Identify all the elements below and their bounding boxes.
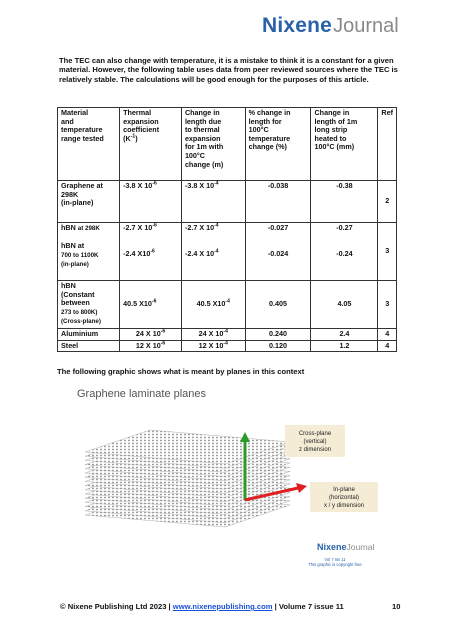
cell-ref: 3 bbox=[378, 281, 397, 329]
table-row bbox=[58, 329, 397, 341]
cell-dl: 40.5 $X10^{-4}$ bbox=[181, 281, 245, 329]
tec-table bbox=[57, 107, 397, 352]
header-material: Material and temperature range tested bbox=[58, 108, 120, 181]
cell-pct: 0.120 bbox=[245, 340, 311, 352]
cell-mm: 2.4 bbox=[311, 329, 378, 341]
cell-pct: -0.027 -0.024 bbox=[245, 223, 311, 281]
cell-material: hBN at 298K hBN at 700 to 1100K (in-plane) bbox=[58, 223, 120, 281]
cell-material: Aluminium bbox=[58, 329, 120, 341]
mini-sub-copyright: This graphic is copyright free bbox=[308, 562, 362, 567]
cell-tec: 24 X $10^{-6}$ bbox=[120, 329, 182, 341]
mini-logo-brand: Nixene bbox=[317, 542, 347, 552]
cell-ref: 4 bbox=[378, 340, 397, 352]
table-row bbox=[58, 223, 397, 281]
cell-material: Steel bbox=[58, 340, 120, 352]
cell-mm: -0.38 bbox=[311, 181, 378, 223]
header-percent-change: % change in length for 100°C temperature change (%) bbox=[245, 108, 311, 181]
cell-pct: -0.038 bbox=[245, 181, 311, 223]
table-header-row bbox=[58, 108, 397, 181]
page-number: 10 bbox=[392, 602, 401, 611]
in-plane-label-1: In-plane bbox=[333, 487, 355, 493]
mini-logo-journal: Journal bbox=[346, 542, 375, 552]
table-row bbox=[58, 281, 397, 329]
graphic-title: Graphene laminate planes bbox=[77, 388, 207, 400]
mini-sub-volume: Vol 7 Iss 11 bbox=[324, 557, 346, 562]
journal-logo bbox=[262, 14, 399, 38]
graphic-caption: The following graphic shows what is meant by planes in this context bbox=[57, 367, 305, 376]
footer-copyright: © Nixene Publishing Ltd 2023 | bbox=[60, 602, 173, 611]
in-plane-label-2: (horizontal) bbox=[328, 495, 360, 501]
cell-pct: 0.240 bbox=[245, 329, 311, 341]
mini-logo-subtitle bbox=[305, 557, 365, 567]
mini-journal-logo bbox=[317, 537, 374, 555]
cell-ref: 3 bbox=[378, 223, 397, 281]
table-row bbox=[58, 340, 397, 352]
cell-dl: -3.8 X $10^{-4}$ bbox=[181, 181, 245, 223]
cell-dl: -2.7 X $10^{-4}$ -2.4 X $10^{-4}$ bbox=[181, 223, 245, 281]
header-ref: Ref bbox=[378, 108, 397, 181]
in-plane-arrowhead bbox=[296, 483, 307, 493]
cell-mm: -0.27 -0.24 bbox=[311, 223, 378, 281]
header-change-length: Change in length due to thermal expansion for 1m with 100°C change (m) bbox=[181, 108, 245, 181]
cell-tec: 12 X $10^{-6}$ bbox=[120, 340, 182, 352]
cell-tec: 40.5 $X10^{-6}$ bbox=[120, 281, 182, 329]
page-footer bbox=[60, 602, 344, 611]
cell-pct: 0.405 bbox=[245, 281, 311, 329]
logo-journal: Journal bbox=[333, 15, 399, 37]
cross-plane-arrowhead bbox=[240, 432, 250, 442]
in-plane-label-3: x / y dimension bbox=[323, 503, 365, 509]
logo-brand: Nixene bbox=[262, 14, 333, 37]
cross-plane-label-1: Cross-plane bbox=[298, 431, 332, 437]
intro-paragraph: The TEC can also change with temperature, it is a mistake to think it is a constant for a given material. However, the following table uses data from peer reviewed sources where the TEC is relatively stable. The calculations will be good enough for the purposes of this article. bbox=[59, 56, 398, 84]
cell-tec: -2.7 X $10^{-6}$ -2.4 $X10^{-6}$ bbox=[120, 223, 182, 281]
table-row bbox=[58, 181, 397, 223]
header-change-mm: Change in length of 1m long strip heated to 100°C (mm) bbox=[311, 108, 378, 181]
footer-website-link[interactable]: www.nixenepublishing.com bbox=[172, 602, 273, 611]
cell-material: hBN (Constant between 273 to 800K) (Cross-plane) bbox=[58, 281, 120, 329]
header-tec: Thermal expansion coefficient $(K^{-1})$ bbox=[120, 108, 182, 181]
cell-mm: 4.05 bbox=[311, 281, 378, 329]
cell-tec: -3.8 X $10^{-6}$ bbox=[120, 181, 182, 223]
laminate-planes-graphic bbox=[55, 400, 405, 560]
cell-dl: 24 X $10^{-4}$ bbox=[181, 329, 245, 341]
cell-dl: 12 X $10^{-4}$ bbox=[181, 340, 245, 352]
cell-ref: 2 bbox=[378, 181, 397, 223]
cross-plane-label-3: z dimension bbox=[298, 447, 332, 453]
laminate-stack bbox=[85, 430, 290, 527]
cell-material: Graphene at 298K (in-plane) bbox=[58, 181, 120, 223]
cross-plane-label-2: (vertical) bbox=[303, 439, 327, 445]
cell-mm: 1.2 bbox=[311, 340, 378, 352]
footer-volume: | Volume 7 issue 11 bbox=[272, 602, 344, 611]
cell-ref: 4 bbox=[378, 329, 397, 341]
